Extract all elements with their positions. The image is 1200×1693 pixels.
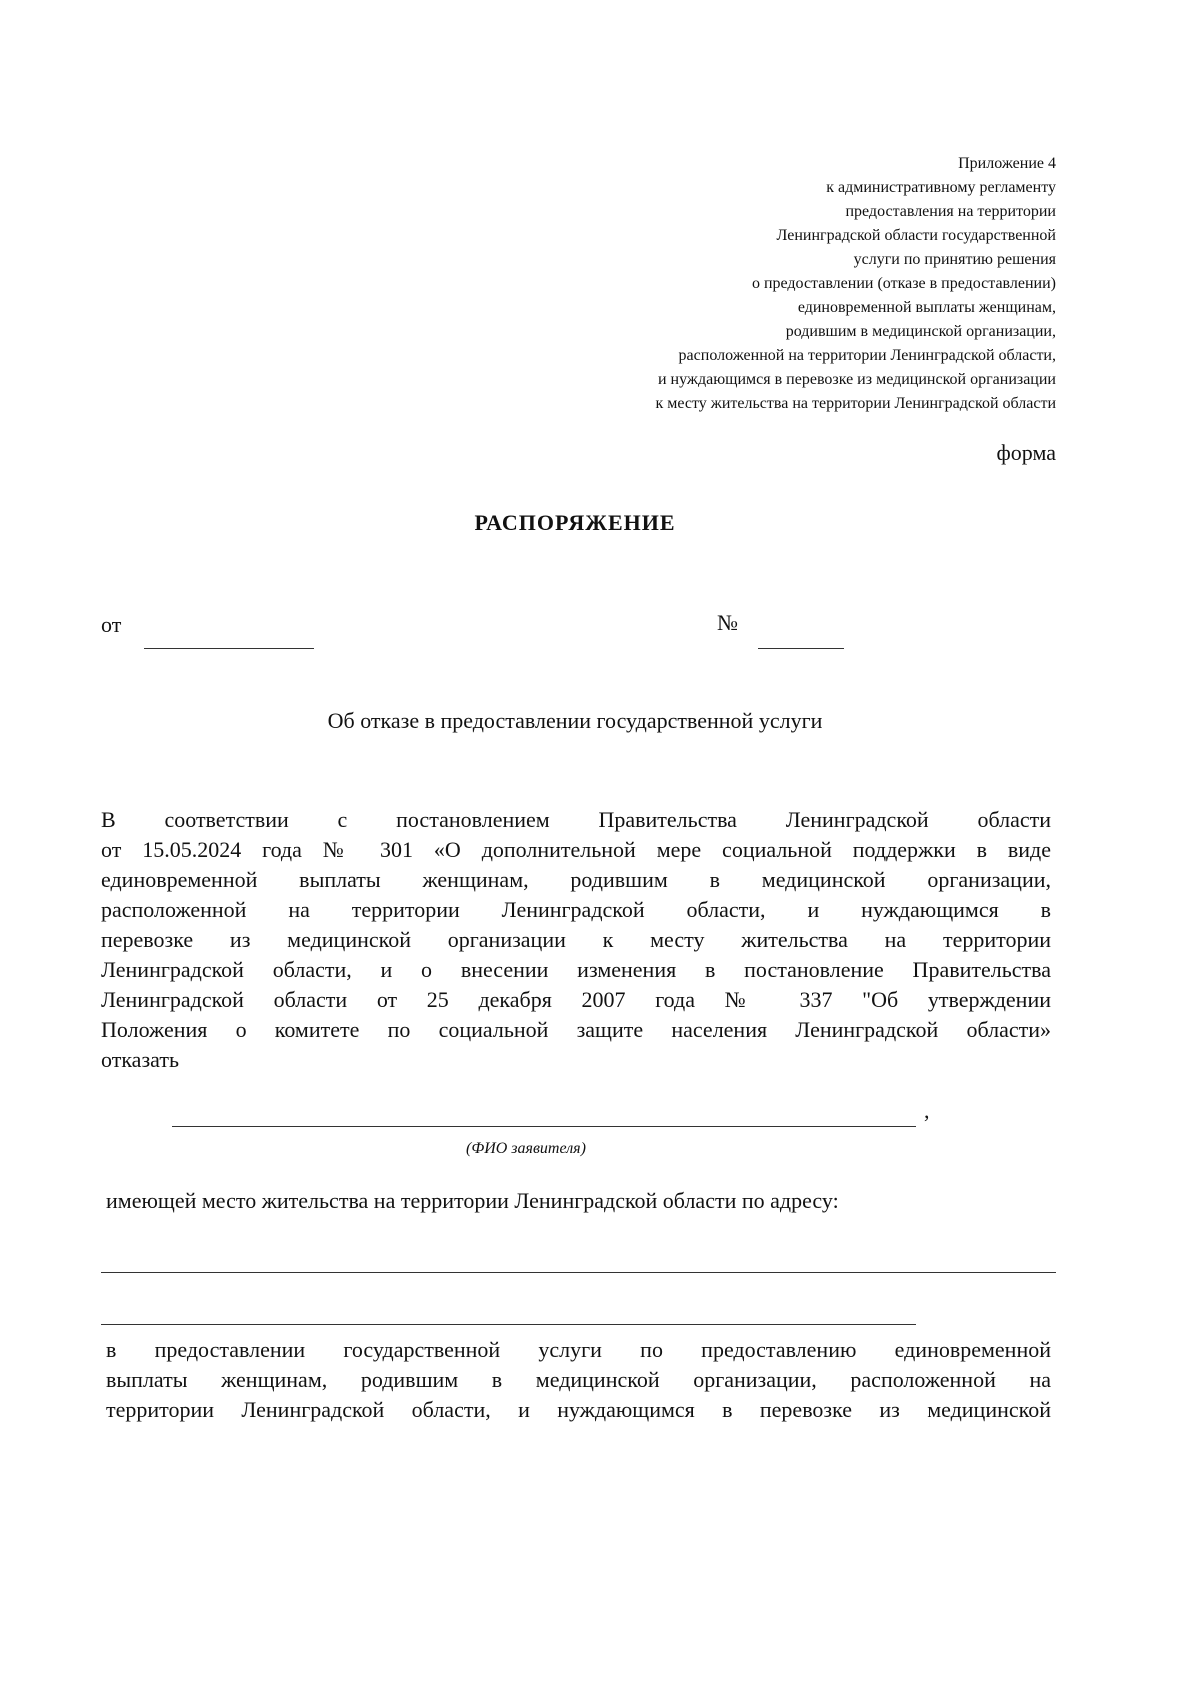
appendix-line: предоставления на территории xyxy=(845,203,1056,220)
applicant-name-comma: , xyxy=(924,1098,930,1123)
residence-text: имеющей место жительства на территории Ленинградской области по адресу: xyxy=(106,1188,839,1213)
appendix-line: к административному регламенту xyxy=(826,179,1056,196)
appendix-line: единовременной выплаты женщинам, xyxy=(797,299,1056,316)
number-label: № xyxy=(717,610,738,635)
document-title: РАСПОРЯЖЕНИЕ xyxy=(474,510,676,535)
date-blank-line xyxy=(144,648,314,649)
paragraph-line: Положения о комитете по социальной защите населения Ленинградской области» xyxy=(101,1017,1051,1042)
paragraph-line: отказать xyxy=(101,1047,179,1072)
paragraph-line: В соответствии с постановлением Правительства Ленинградской области xyxy=(101,807,1051,832)
paragraph-line: перевозке из медицинской организации к месту жительства на территории xyxy=(101,927,1051,952)
paragraph-line: Ленинградской области от 25 декабря 2007 года № 337 "Об утверждении xyxy=(101,987,1051,1012)
appendix-header xyxy=(436,152,1056,416)
paragraph-line: выплаты женщинам, родившим в медицинской организации, расположенной на xyxy=(106,1367,1051,1392)
number-blank-line xyxy=(758,648,844,649)
applicant-name-blank-line xyxy=(172,1126,916,1127)
appendix-line: услуги по принятию решения xyxy=(853,251,1056,268)
form-label: форма xyxy=(996,440,1056,465)
paragraph-line: расположенной на территории Ленинградской области, и нуждающимся в xyxy=(101,897,1051,922)
appendix-line: о предоставлении (отказе в предоставлении) xyxy=(751,275,1056,292)
main-paragraph xyxy=(101,805,1051,1075)
appendix-line: Приложение 4 xyxy=(958,155,1056,172)
document-subject: Об отказе в предоставлении государственной услуги xyxy=(327,708,823,733)
paragraph-line: Ленинградской области, и о внесении изменения в постановление Правительства xyxy=(101,957,1051,982)
paragraph-line: от 15.05.2024 года № 301 «О дополнительной мере социальной поддержки в виде xyxy=(101,837,1051,862)
paragraph-line: в предоставлении государственной услуги по предоставлению единовременной xyxy=(106,1337,1051,1362)
appendix-line: и нуждающимся в перевозке из медицинской организации xyxy=(657,371,1056,388)
paragraph-line: территории Ленинградской области, и нуждающимся в перевозке из медицинской xyxy=(106,1397,1051,1422)
address-blank-line xyxy=(101,1324,916,1325)
address-blank-line xyxy=(101,1272,1056,1273)
appendix-line: к месту жительства на территории Ленинградской области xyxy=(655,395,1056,412)
applicant-name-caption: (ФИО заявителя) xyxy=(466,1140,586,1157)
appendix-line: расположенной на территории Ленинградской области, xyxy=(678,347,1056,364)
second-paragraph xyxy=(106,1335,1051,1425)
date-label: от xyxy=(101,612,122,637)
appendix-line: родившим в медицинской организации, xyxy=(785,323,1056,340)
appendix-line: Ленинградской области государственной xyxy=(776,227,1056,244)
paragraph-line: единовременной выплаты женщинам, родившим в медицинской организации, xyxy=(101,867,1051,892)
